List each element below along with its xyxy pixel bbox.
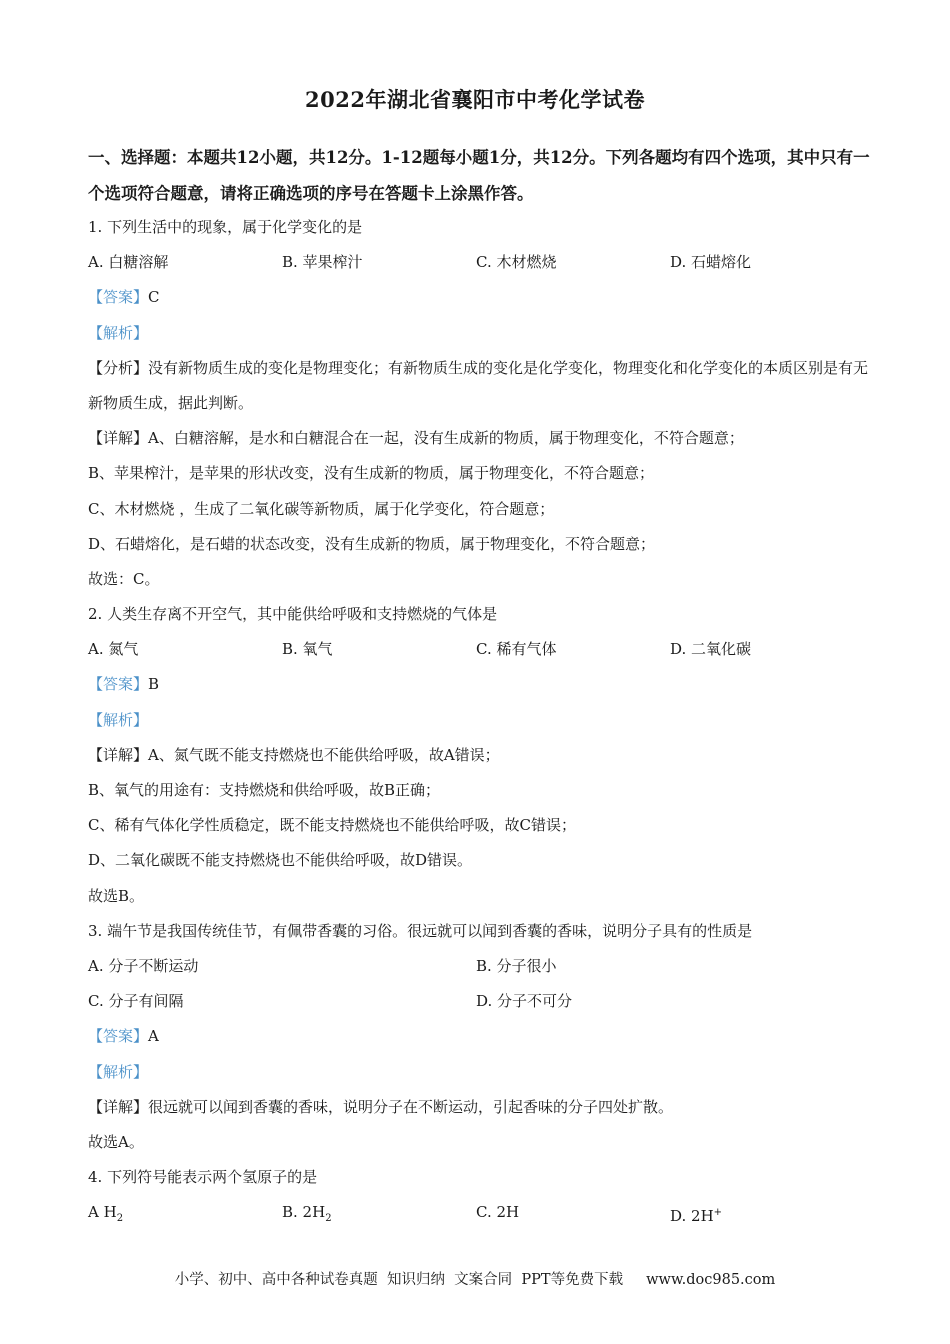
option-b: B. 氧气 — [282, 640, 333, 659]
detail-line: C、稀有气体化学性质稳定，既不能支持燃烧也不能供给呼吸，故C错误； — [88, 816, 576, 835]
analysis-tag: 【解析】 — [88, 323, 149, 342]
question-1-stem: 1. 下列生活中的现象，属于化学变化的是 — [88, 218, 363, 236]
question-2-stem: 2. 人类生存离不开空气，其中能供给呼吸和支持燃烧的气体是 — [88, 605, 498, 624]
detail-tag: 【详解】 — [88, 745, 149, 764]
option-a: A. 分子不断运动 — [88, 956, 199, 975]
question-3-detail — [88, 1090, 878, 1125]
answer-tag: 【答案】 — [88, 1027, 149, 1046]
fenxi-tag: 【分析】 — [88, 358, 149, 377]
detail-line: D、二氧化碳既不能支持燃烧也不能供给呼吸，故D错误。 — [88, 851, 473, 870]
option-b — [282, 1195, 476, 1230]
questions-content — [88, 210, 878, 1230]
option-d-superscript: + — [713, 1207, 723, 1219]
option-b-text: B. 2H — [282, 1203, 326, 1222]
question-1-options — [88, 245, 878, 280]
option-a: A. 白糖溶解 — [88, 253, 169, 272]
detail-line: 故选B。 — [88, 886, 145, 905]
option-d — [670, 1195, 864, 1230]
option-a-subscript: 2 — [116, 1213, 124, 1225]
option-b: B. 分子很小 — [476, 956, 557, 975]
answer-value: A — [148, 1027, 159, 1046]
option-d-text: D. 2H — [670, 1207, 714, 1226]
question-4-stem: 4. 下列符号能表示两个氢原子的是 — [88, 1168, 318, 1187]
detail-text: A、氮气既不能支持燃烧也不能供给呼吸，故A错误； — [148, 745, 500, 764]
option-c: C. 稀有气体 — [476, 640, 557, 659]
option-b: B. 苹果榨汁 — [282, 253, 363, 272]
option-c: C. 分子有间隔 — [88, 992, 184, 1011]
detail-tag: 【详解】 — [88, 1097, 149, 1116]
option-a — [88, 1195, 282, 1230]
question-4-options — [88, 1195, 878, 1230]
option-a: A. 氮气 — [88, 640, 139, 659]
detail-line: B、苹果榨汁，是苹果的形状改变，没有生成新的物质，属于物理变化，不符合题意； — [88, 464, 655, 483]
question-1-fenxi — [88, 351, 878, 421]
question-2-options — [88, 632, 878, 667]
option-c: C. 2H — [476, 1203, 520, 1222]
option-b-subscript: 2 — [325, 1213, 332, 1225]
detail-line: D、石蜡熔化，是石蜡的状态改变，没有生成新的物质，属于物理变化，不符合题意； — [88, 534, 656, 553]
question-2-analysis — [88, 703, 878, 738]
question-3-answer — [88, 1019, 878, 1054]
detail-tag: 【详解】 — [88, 429, 149, 448]
section-heading: 一、选择题：本题共12小题，共12分。1-12题每小题1分，共12分。下列各题均有四个选项，其中只有一个选项符合题意，请将正确选项的序号在答题卡上涂黑作答。 — [88, 148, 870, 203]
detail-text: A、白糖溶解，是水和白糖混合在一起，没有生成新的物质，属于物理变化，不符合题意； — [148, 429, 744, 448]
question-2-detail — [88, 738, 878, 773]
detail-line: 故选A。 — [88, 1132, 144, 1151]
answer-value: B — [148, 675, 160, 694]
answer-value: C — [148, 288, 160, 307]
page-footer: 小学、初中、高中各种试卷真题 知识归纳 文案合同 PPT等免费下载 www.doc985.com — [174, 1272, 776, 1288]
option-c: C. 木材燃烧 — [476, 253, 557, 272]
answer-tag: 【答案】 — [88, 288, 149, 307]
option-d: D. 石蜡熔化 — [670, 253, 752, 272]
detail-line: 故选：C。 — [88, 569, 160, 588]
question-3-analysis — [88, 1055, 878, 1090]
analysis-tag: 【解析】 — [88, 1062, 149, 1081]
question-1-answer — [88, 280, 878, 315]
option-d: D. 二氧化碳 — [670, 640, 752, 659]
page-title: 2022年湖北省襄阳市中考化学试卷 — [305, 87, 645, 112]
question-3-stem: 3. 端午节是我国传统佳节，有佩带香囊的习俗。很远就可以闻到香囊的香味，说明分子具有的性质是 — [88, 921, 753, 940]
analysis-tag: 【解析】 — [88, 710, 149, 729]
question-1-analysis — [88, 316, 878, 351]
option-a-text: A H — [88, 1203, 117, 1222]
answer-tag: 【答案】 — [88, 675, 149, 694]
option-d: D. 分子不可分 — [476, 992, 573, 1011]
detail-text: 很远就可以闻到香囊的香味，说明分子在不断运动，引起香味的分子四处扩散。 — [148, 1097, 674, 1116]
detail-line: B、氧气的用途有：支持燃烧和供给呼吸，故B正确； — [88, 781, 441, 800]
question-2-answer — [88, 667, 878, 702]
detail-line: C、木材燃烧 ，生成了二氧化碳等新物质，属于化学变化，符合题意； — [88, 499, 555, 518]
question-3-options-row-1 — [88, 949, 878, 984]
fenxi-text: 没有新物质生成的变化是物理变化；有新物质生成的变化是化学变化，物理变化和化学变化的本质区别是有无新物质生成，据此判断。 — [88, 358, 869, 412]
question-1-detail — [88, 421, 878, 456]
question-3-options-row-2 — [88, 984, 878, 1019]
